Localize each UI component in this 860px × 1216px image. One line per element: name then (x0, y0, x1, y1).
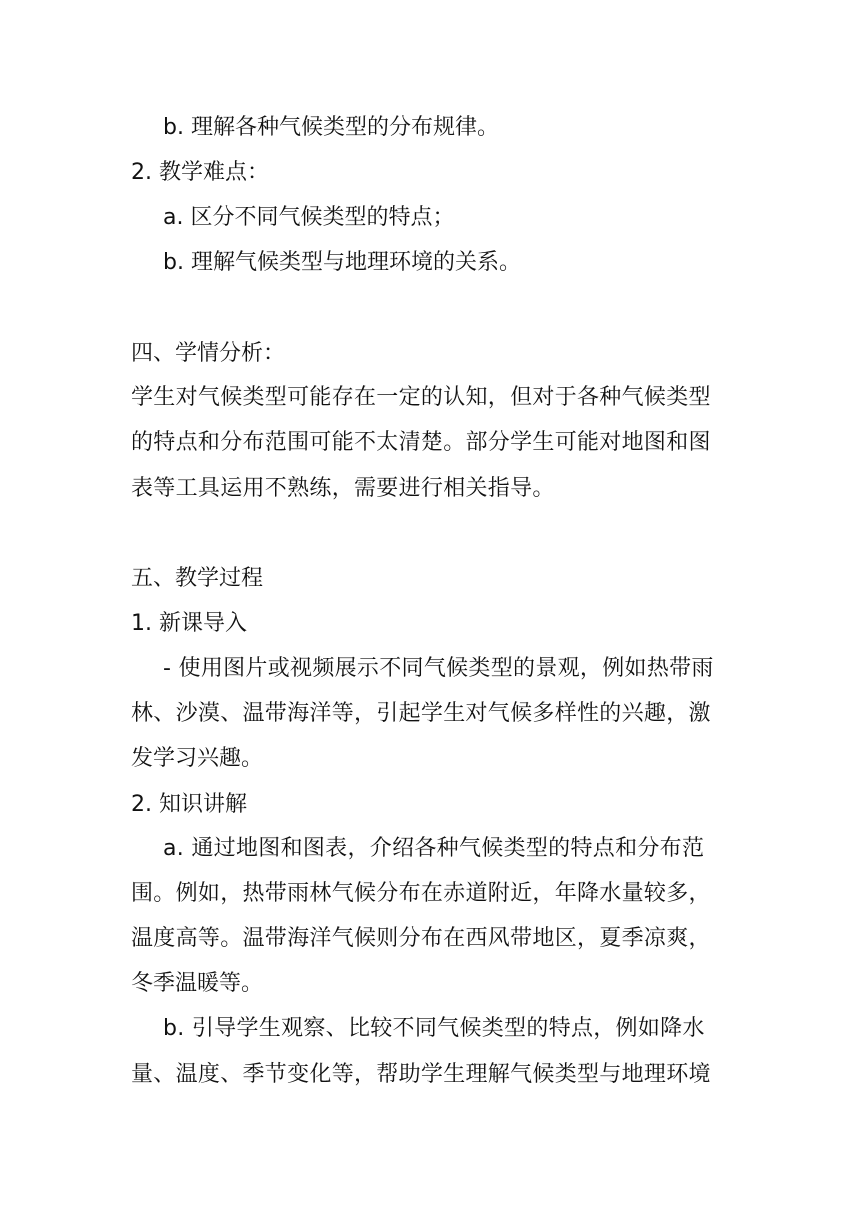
text-line: 量、温度、季节变化等，帮助学生理解气候类型与地理环境 (131, 1062, 711, 1087)
text-line: 2. 知识讲解 (131, 792, 247, 817)
text-line: 发学习兴趣。 (131, 746, 264, 771)
text-line: b. 引导学生观察、比较不同气候类型的特点，例如降水 (163, 1016, 705, 1041)
section-heading: 四、学情分析： (131, 341, 286, 366)
text-line: 围。例如，热带雨林气候分布在赤道附近，年降水量较多， (131, 881, 711, 906)
section-heading: 五、教学过程 (131, 566, 264, 591)
text-line: 1. 新课导入 (131, 611, 247, 636)
text-line: a. 通过地图和图表，介绍各种气候类型的特点和分布范 (163, 836, 705, 861)
text-line: 温度高等。温带海洋气候则分布在西风带地区，夏季凉爽， (131, 926, 711, 951)
text-line: a. 区分不同气候类型的特点； (163, 205, 455, 230)
text-line: 的特点和分布范围可能不太清楚。部分学生可能对地图和图 (131, 430, 711, 455)
text-line: - 使用图片或视频展示不同气候类型的景观，例如热带雨 (163, 656, 714, 681)
text-line: b. 理解各种气候类型的分布规律。 (163, 115, 499, 140)
text-line: 冬季温暖等。 (131, 971, 264, 996)
text-line: 2. 教学难点： (131, 160, 269, 185)
text-line: 表等工具运用不熟练，需要进行相关指导。 (131, 476, 555, 501)
text-line: 学生对气候类型可能存在一定的认知，但对于各种气候类型 (131, 385, 711, 410)
text-line: 林、沙漠、温带海洋等，引起学生对气候多样性的兴趣，激 (131, 701, 711, 726)
text-line: b. 理解气候类型与地理环境的关系。 (163, 250, 521, 275)
